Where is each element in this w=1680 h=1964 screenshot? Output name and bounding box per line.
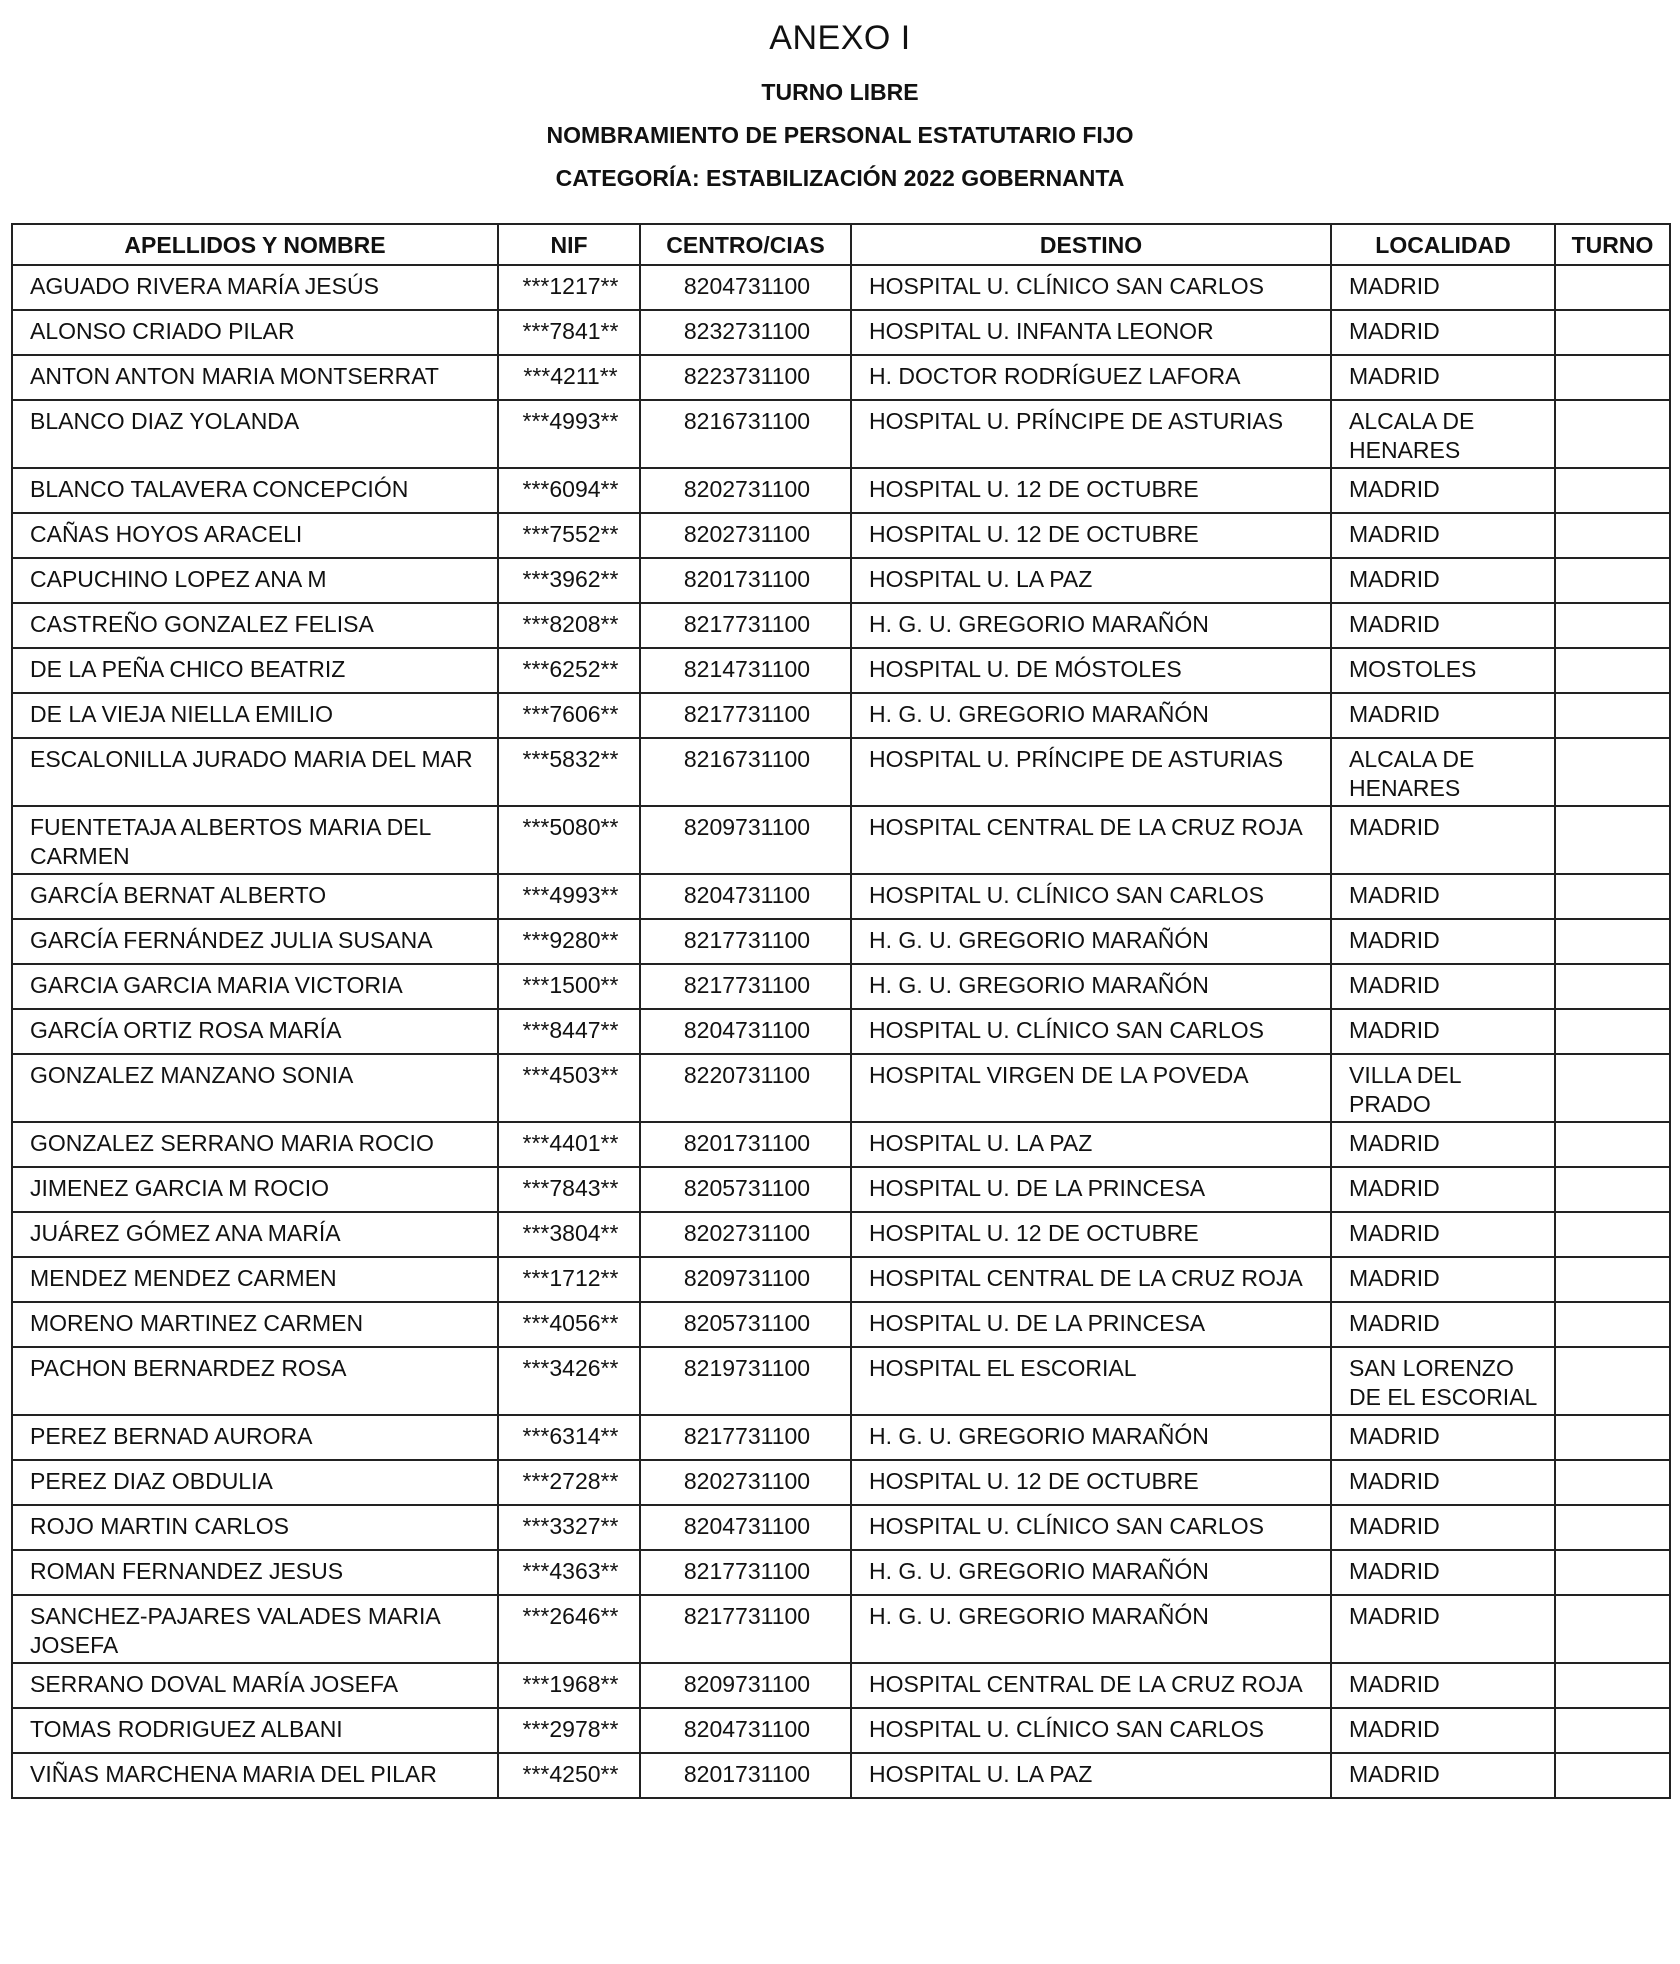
cell-destino: H. G. U. GREGORIO MARAÑÓN (851, 693, 1331, 738)
cell-localidad: MADRID (1331, 265, 1555, 310)
table-row (12, 1550, 1670, 1595)
cell-cias: 8214731100 (640, 648, 851, 693)
column-header-localidad: LOCALIDAD (1331, 224, 1555, 265)
cell-localidad: ALCALA DE HENARES (1331, 738, 1555, 806)
cell-nif: ***1968** (498, 1663, 640, 1708)
cell-localidad: MADRID (1331, 1663, 1555, 1708)
cell-destino: HOSPITAL U. CLÍNICO SAN CARLOS (851, 265, 1331, 310)
cell-destino: HOSPITAL U. 12 DE OCTUBRE (851, 468, 1331, 513)
cell-destino: HOSPITAL CENTRAL DE LA CRUZ ROJA (851, 1663, 1331, 1708)
cell-nif: ***4993** (498, 400, 640, 468)
cell-nombre: PEREZ BERNAD AURORA (12, 1415, 498, 1460)
personnel-table (11, 223, 1671, 1799)
cell-nombre: ESCALONILLA JURADO MARIA DEL MAR (12, 738, 498, 806)
cell-cias: 8202731100 (640, 468, 851, 513)
cell-destino: H. G. U. GREGORIO MARAÑÓN (851, 1595, 1331, 1663)
cell-turno (1555, 468, 1670, 513)
cell-nif: ***4363** (498, 1550, 640, 1595)
cell-cias: 8202731100 (640, 1460, 851, 1505)
cell-nombre: CAPUCHINO LOPEZ ANA M (12, 558, 498, 603)
table-row (12, 1212, 1670, 1257)
cell-destino: HOSPITAL U. PRÍNCIPE DE ASTURIAS (851, 738, 1331, 806)
cell-nif: ***4401** (498, 1122, 640, 1167)
cell-turno (1555, 1257, 1670, 1302)
cell-cias: 8209731100 (640, 1257, 851, 1302)
cell-destino: HOSPITAL U. DE LA PRINCESA (851, 1167, 1331, 1212)
cell-turno (1555, 355, 1670, 400)
cell-turno (1555, 1347, 1670, 1415)
cell-destino: HOSPITAL U. 12 DE OCTUBRE (851, 1212, 1331, 1257)
cell-cias: 8201731100 (640, 1753, 851, 1798)
cell-destino: H. G. U. GREGORIO MARAÑÓN (851, 919, 1331, 964)
cell-nombre: DE LA PEÑA CHICO BEATRIZ (12, 648, 498, 693)
cell-nif: ***6314** (498, 1415, 640, 1460)
cell-destino: HOSPITAL U. DE MÓSTOLES (851, 648, 1331, 693)
column-header-turno: TURNO (1555, 224, 1670, 265)
cell-nif: ***3426** (498, 1347, 640, 1415)
cell-localidad: MADRID (1331, 1122, 1555, 1167)
cell-localidad: MADRID (1331, 513, 1555, 558)
cell-destino: H. G. U. GREGORIO MARAÑÓN (851, 1415, 1331, 1460)
cell-localidad: MADRID (1331, 919, 1555, 964)
table-row (12, 1415, 1670, 1460)
column-header-nombre: APELLIDOS Y NOMBRE (12, 224, 498, 265)
cell-turno (1555, 964, 1670, 1009)
cell-localidad: MADRID (1331, 693, 1555, 738)
cell-localidad: MADRID (1331, 558, 1555, 603)
cell-nombre: GARCIA GARCIA MARIA VICTORIA (12, 964, 498, 1009)
table-row (12, 693, 1670, 738)
cell-turno (1555, 1122, 1670, 1167)
cell-nif: ***5832** (498, 738, 640, 806)
cell-destino: HOSPITAL U. CLÍNICO SAN CARLOS (851, 1505, 1331, 1550)
cell-turno (1555, 1663, 1670, 1708)
table-row (12, 265, 1670, 310)
cell-nombre: SERRANO DOVAL MARÍA JOSEFA (12, 1663, 498, 1708)
cell-localidad: MADRID (1331, 1167, 1555, 1212)
cell-localidad: MADRID (1331, 964, 1555, 1009)
cell-turno (1555, 806, 1670, 874)
cell-cias: 8217731100 (640, 1550, 851, 1595)
cell-nombre: CAÑAS HOYOS ARACELI (12, 513, 498, 558)
cell-destino: HOSPITAL CENTRAL DE LA CRUZ ROJA (851, 1257, 1331, 1302)
cell-localidad: MADRID (1331, 1460, 1555, 1505)
cell-turno (1555, 513, 1670, 558)
cell-nombre: ALONSO CRIADO PILAR (12, 310, 498, 355)
cell-nif: ***2978** (498, 1708, 640, 1753)
cell-localidad: MADRID (1331, 1415, 1555, 1460)
cell-localidad: MADRID (1331, 1708, 1555, 1753)
appointment-subtitle: NOMBRAMIENTO DE PERSONAL ESTATUTARIO FIJO (546, 122, 1134, 148)
cell-cias: 8201731100 (640, 558, 851, 603)
cell-cias: 8216731100 (640, 738, 851, 806)
cell-localidad: MADRID (1331, 1595, 1555, 1663)
cell-turno (1555, 1212, 1670, 1257)
cell-localidad: SAN LORENZO DE EL ESCORIAL (1331, 1347, 1555, 1415)
cell-localidad: MADRID (1331, 1550, 1555, 1595)
table-row (12, 1167, 1670, 1212)
cell-nombre: PACHON BERNARDEZ ROSA (12, 1347, 498, 1415)
document-header (0, 0, 1680, 200)
cell-turno (1555, 1415, 1670, 1460)
table-row (12, 1460, 1670, 1505)
cell-cias: 8201731100 (640, 1122, 851, 1167)
cell-nif: ***4993** (498, 874, 640, 919)
cell-nombre: BLANCO DIAZ YOLANDA (12, 400, 498, 468)
cell-nombre: BLANCO TALAVERA CONCEPCIÓN (12, 468, 498, 513)
table-header-row (12, 224, 1670, 265)
cell-turno (1555, 265, 1670, 310)
cell-turno (1555, 603, 1670, 648)
cell-cias: 8209731100 (640, 806, 851, 874)
cell-destino: H. G. U. GREGORIO MARAÑÓN (851, 964, 1331, 1009)
cell-nombre: ROJO MARTIN CARLOS (12, 1505, 498, 1550)
cell-localidad: MADRID (1331, 468, 1555, 513)
table-row (12, 919, 1670, 964)
table-row (12, 1347, 1670, 1415)
cell-nif: ***9280** (498, 919, 640, 964)
column-header-nif: NIF (498, 224, 640, 265)
cell-localidad: VILLA DEL PRADO (1331, 1054, 1555, 1122)
cell-nombre: SANCHEZ-PAJARES VALADES MARIA JOSEFA (12, 1595, 498, 1663)
cell-nif: ***4503** (498, 1054, 640, 1122)
cell-nombre: VIÑAS MARCHENA MARIA DEL PILAR (12, 1753, 498, 1798)
cell-destino: HOSPITAL U. LA PAZ (851, 1122, 1331, 1167)
cell-cias: 8220731100 (640, 1054, 851, 1122)
cell-nif: ***4211** (498, 355, 640, 400)
table-row (12, 1257, 1670, 1302)
cell-nif: ***5080** (498, 806, 640, 874)
cell-cias: 8204731100 (640, 1505, 851, 1550)
cell-turno (1555, 648, 1670, 693)
cell-turno (1555, 1054, 1670, 1122)
cell-cias: 8202731100 (640, 1212, 851, 1257)
cell-nombre: JIMENEZ GARCIA M ROCIO (12, 1167, 498, 1212)
cell-cias: 8217731100 (640, 693, 851, 738)
table-row (12, 400, 1670, 468)
table-row (12, 310, 1670, 355)
cell-localidad: MADRID (1331, 1212, 1555, 1257)
cell-cias: 8232731100 (640, 310, 851, 355)
table-row (12, 874, 1670, 919)
cell-destino: HOSPITAL U. 12 DE OCTUBRE (851, 513, 1331, 558)
cell-destino: HOSPITAL U. LA PAZ (851, 558, 1331, 603)
cell-cias: 8216731100 (640, 400, 851, 468)
cell-localidad: MADRID (1331, 1257, 1555, 1302)
cell-destino: HOSPITAL U. LA PAZ (851, 1753, 1331, 1798)
table-row (12, 1122, 1670, 1167)
cell-destino: HOSPITAL U. CLÍNICO SAN CARLOS (851, 1708, 1331, 1753)
cell-turno (1555, 1753, 1670, 1798)
cell-destino: H. G. U. GREGORIO MARAÑÓN (851, 1550, 1331, 1595)
cell-turno (1555, 919, 1670, 964)
cell-destino: HOSPITAL CENTRAL DE LA CRUZ ROJA (851, 806, 1331, 874)
cell-nif: ***7552** (498, 513, 640, 558)
cell-destino: HOSPITAL U. INFANTA LEONOR (851, 310, 1331, 355)
table-row (12, 1505, 1670, 1550)
cell-cias: 8205731100 (640, 1302, 851, 1347)
cell-localidad: MADRID (1331, 1009, 1555, 1054)
table-row (12, 1009, 1670, 1054)
cell-cias: 8204731100 (640, 874, 851, 919)
cell-nif: ***6252** (498, 648, 640, 693)
cell-nombre: GARCÍA ORTIZ ROSA MARÍA (12, 1009, 498, 1054)
annex-title: ANEXO I (769, 19, 911, 57)
cell-nif: ***7843** (498, 1167, 640, 1212)
table-row (12, 738, 1670, 806)
cell-turno (1555, 1708, 1670, 1753)
cell-nif: ***7841** (498, 310, 640, 355)
cell-destino: HOSPITAL U. CLÍNICO SAN CARLOS (851, 1009, 1331, 1054)
cell-nif: ***8208** (498, 603, 640, 648)
cell-nombre: JUÁREZ GÓMEZ ANA MARÍA (12, 1212, 498, 1257)
cell-localidad: MADRID (1331, 310, 1555, 355)
cell-nif: ***1712** (498, 1257, 640, 1302)
cell-turno (1555, 1505, 1670, 1550)
cell-destino: H. DOCTOR RODRÍGUEZ LAFORA (851, 355, 1331, 400)
cell-cias: 8217731100 (640, 964, 851, 1009)
cell-nif: ***3327** (498, 1505, 640, 1550)
table-row (12, 1595, 1670, 1663)
cell-turno (1555, 1167, 1670, 1212)
cell-nombre: DE LA VIEJA NIELLA EMILIO (12, 693, 498, 738)
column-header-destino: DESTINO (851, 224, 1331, 265)
cell-localidad: MADRID (1331, 874, 1555, 919)
cell-localidad: MADRID (1331, 806, 1555, 874)
cell-cias: 8217731100 (640, 603, 851, 648)
table-row (12, 964, 1670, 1009)
cell-destino: H. G. U. GREGORIO MARAÑÓN (851, 603, 1331, 648)
table-row (12, 355, 1670, 400)
cell-nombre: GARCÍA BERNAT ALBERTO (12, 874, 498, 919)
cell-turno (1555, 738, 1670, 806)
table-row (12, 558, 1670, 603)
cell-localidad: MOSTOLES (1331, 648, 1555, 693)
turno-subtitle: TURNO LIBRE (761, 79, 919, 105)
cell-destino: HOSPITAL U. CLÍNICO SAN CARLOS (851, 874, 1331, 919)
cell-turno (1555, 1009, 1670, 1054)
cell-nif: ***1217** (498, 265, 640, 310)
cell-nif: ***8447** (498, 1009, 640, 1054)
table-body (12, 265, 1670, 1798)
cell-turno (1555, 1595, 1670, 1663)
cell-turno (1555, 400, 1670, 468)
table-row (12, 603, 1670, 648)
cell-localidad: MADRID (1331, 1302, 1555, 1347)
cell-cias: 8205731100 (640, 1167, 851, 1212)
cell-cias: 8217731100 (640, 1415, 851, 1460)
cell-turno (1555, 693, 1670, 738)
cell-cias: 8217731100 (640, 1595, 851, 1663)
cell-destino: HOSPITAL VIRGEN DE LA POVEDA (851, 1054, 1331, 1122)
cell-cias: 8204731100 (640, 265, 851, 310)
cell-cias: 8202731100 (640, 513, 851, 558)
cell-nombre: GONZALEZ MANZANO SONIA (12, 1054, 498, 1122)
cell-cias: 8219731100 (640, 1347, 851, 1415)
cell-destino: HOSPITAL U. 12 DE OCTUBRE (851, 1460, 1331, 1505)
cell-nif: ***3804** (498, 1212, 640, 1257)
cell-nif: ***4056** (498, 1302, 640, 1347)
table-row (12, 1302, 1670, 1347)
cell-destino: HOSPITAL U. DE LA PRINCESA (851, 1302, 1331, 1347)
cell-nif: ***3962** (498, 558, 640, 603)
cell-nif: ***7606** (498, 693, 640, 738)
cell-nif: ***2728** (498, 1460, 640, 1505)
cell-turno (1555, 874, 1670, 919)
cell-localidad: MADRID (1331, 1753, 1555, 1798)
cell-nombre: CASTREÑO GONZALEZ FELISA (12, 603, 498, 648)
cell-turno (1555, 310, 1670, 355)
cell-nombre: MORENO MARTINEZ CARMEN (12, 1302, 498, 1347)
cell-nombre: PEREZ DIAZ OBDULIA (12, 1460, 498, 1505)
cell-turno (1555, 1302, 1670, 1347)
cell-nombre: GARCÍA FERNÁNDEZ JULIA SUSANA (12, 919, 498, 964)
cell-localidad: MADRID (1331, 603, 1555, 648)
cell-turno (1555, 558, 1670, 603)
table-row (12, 468, 1670, 513)
cell-nif: ***1500** (498, 964, 640, 1009)
table-row (12, 648, 1670, 693)
cell-cias: 8204731100 (640, 1708, 851, 1753)
cell-nif: ***4250** (498, 1753, 640, 1798)
cell-nombre: ROMAN FERNANDEZ JESUS (12, 1550, 498, 1595)
table-row (12, 1054, 1670, 1122)
cell-nombre: GONZALEZ SERRANO MARIA ROCIO (12, 1122, 498, 1167)
cell-localidad: ALCALA DE HENARES (1331, 400, 1555, 468)
cell-cias: 8209731100 (640, 1663, 851, 1708)
cell-localidad: MADRID (1331, 1505, 1555, 1550)
table-row (12, 1663, 1670, 1708)
cell-nombre: ANTON ANTON MARIA MONTSERRAT (12, 355, 498, 400)
cell-nombre: MENDEZ MENDEZ CARMEN (12, 1257, 498, 1302)
table-row (12, 1753, 1670, 1798)
cell-nif: ***2646** (498, 1595, 640, 1663)
cell-nif: ***6094** (498, 468, 640, 513)
cell-nombre: AGUADO RIVERA MARÍA JESÚS (12, 265, 498, 310)
cell-nombre: TOMAS RODRIGUEZ ALBANI (12, 1708, 498, 1753)
cell-turno (1555, 1550, 1670, 1595)
cell-cias: 8223731100 (640, 355, 851, 400)
cell-cias: 8217731100 (640, 919, 851, 964)
cell-cias: 8204731100 (640, 1009, 851, 1054)
cell-destino: HOSPITAL EL ESCORIAL (851, 1347, 1331, 1415)
cell-destino: HOSPITAL U. PRÍNCIPE DE ASTURIAS (851, 400, 1331, 468)
cell-turno (1555, 1460, 1670, 1505)
column-header-cias: CENTRO/CIAS (640, 224, 851, 265)
table-row (12, 806, 1670, 874)
table-row (12, 1708, 1670, 1753)
category-subtitle: CATEGORÍA: ESTABILIZACIÓN 2022 GOBERNANTA (555, 165, 1125, 191)
cell-localidad: MADRID (1331, 355, 1555, 400)
cell-nombre: FUENTETAJA ALBERTOS MARIA DEL CARMEN (12, 806, 498, 874)
table-row (12, 513, 1670, 558)
